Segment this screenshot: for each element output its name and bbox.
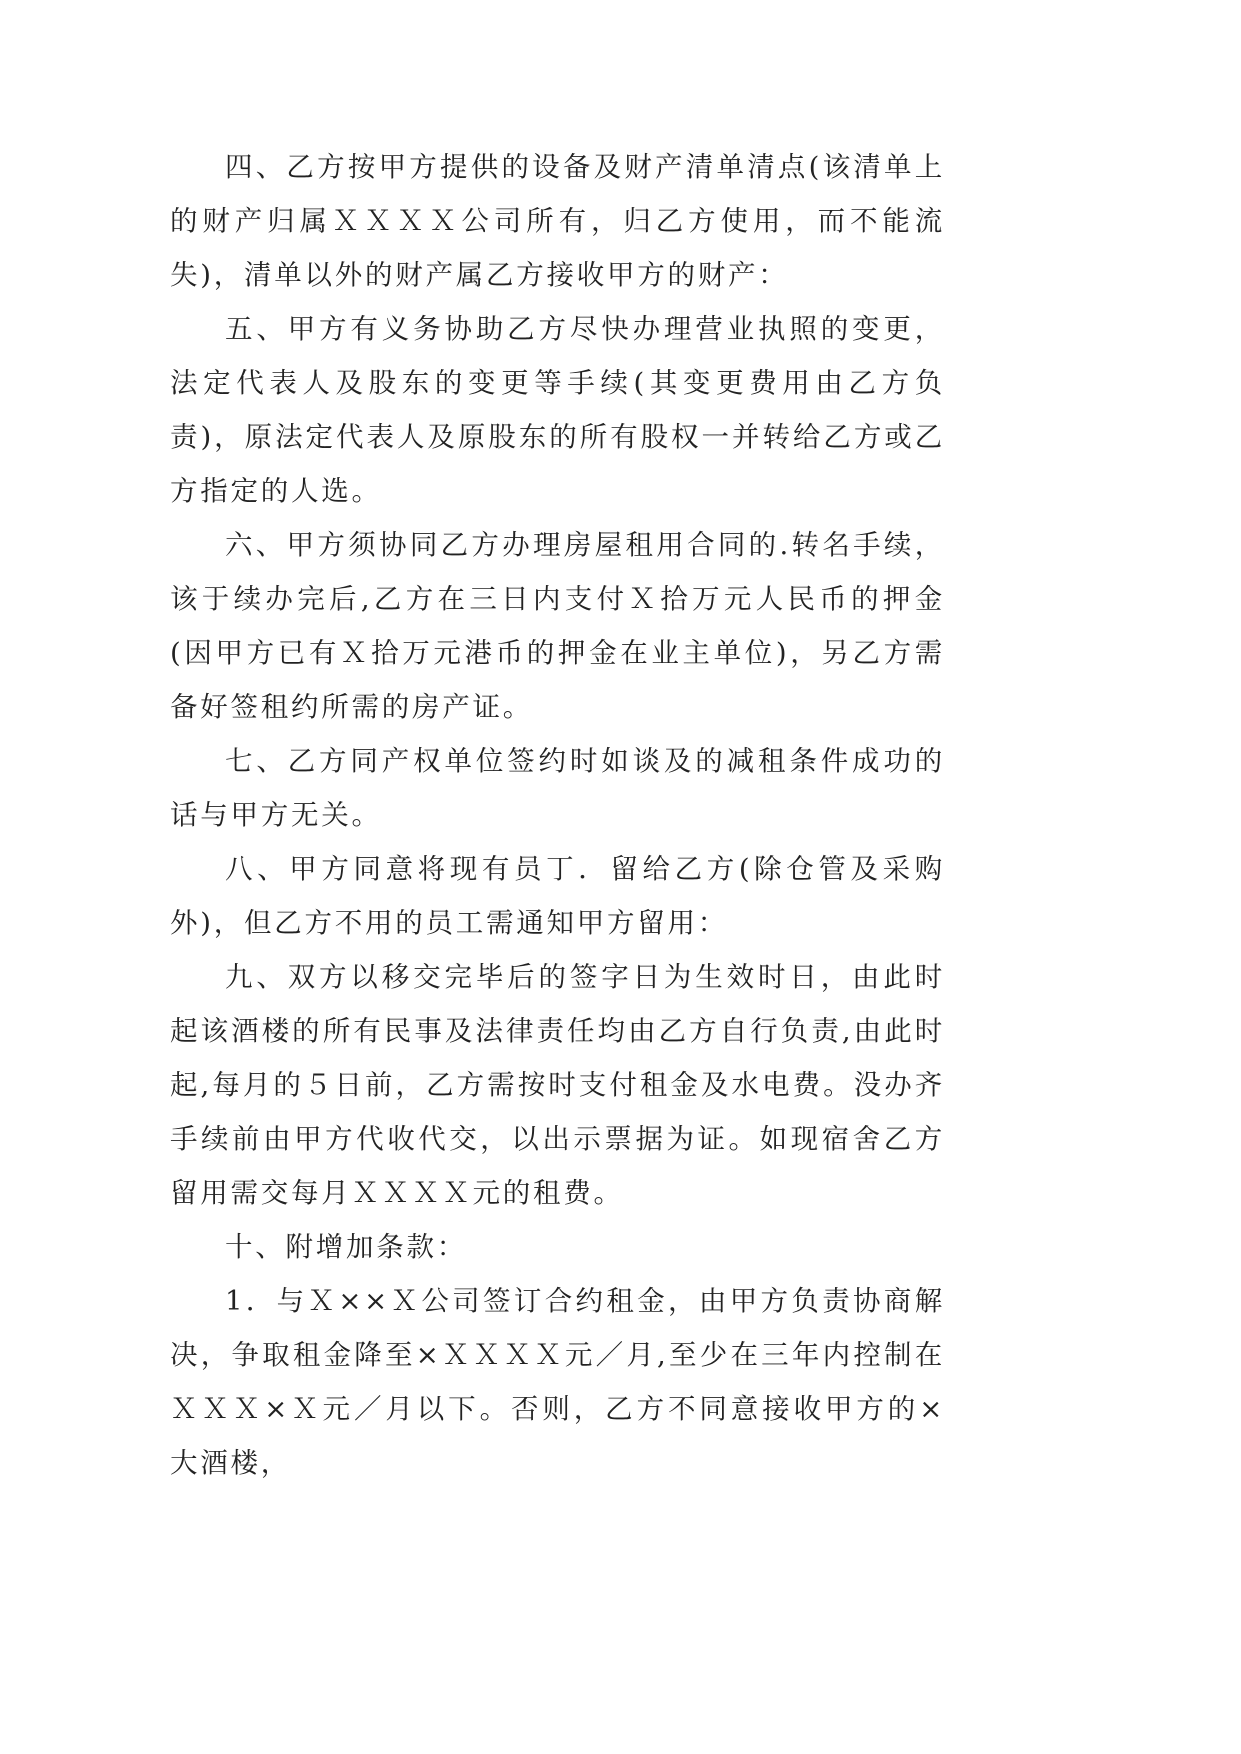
contract-body (170, 140, 945, 1490)
clause-4-paragraph: 四、乙方按甲方提供的设备及财产清单清点(该清单上的财产归属ＸＸＸＸ公司所有，归乙方使用，而不能流失)，清单以外的财产属乙方接收甲方的财产： (170, 151, 945, 291)
clause-6-paragraph: 六、甲方须协同乙方办理房屋租用合同的.转名手续，该于续办完后,乙方在三日内支付Ｘ拾万元人民币的押金(因甲方已有Ｘ拾万元港币的押金在业主单位)，另乙方需备好签租约所需的房产证。 (170, 529, 945, 723)
clause-10-item-1-paragraph: 1．与Ｘ××Ｘ公司签订合约租金，由甲方负责协商解决，争取租金降至×ＸＸＸＸ元／月,至少在三年内控制在ＸＸＸ×Ｘ元／月以下。否则，乙方不同意接收甲方的×大酒楼， (170, 1285, 945, 1479)
clause-8-paragraph: 八、甲方同意将现有员丁．留给乙方(除仓管及采购外)，但乙方不用的员工需通知甲方留用： (170, 853, 945, 939)
clause-10-heading: 十、附增加条款： (225, 1231, 467, 1263)
clause-5-paragraph: 五、甲方有义务协助乙方尽快办理营业执照的变更，法定代表人及股东的变更等手续(其变更费用由乙方负责)，原法定代表人及原股东的所有股权一并转给乙方或乙方指定的人选。 (170, 313, 945, 507)
clause-9-paragraph: 九、双方以移交完毕后的签字日为生效时日，由此时起该酒楼的所有民事及法律责任均由乙方自行负责,由此时起,每月的５日前，乙方需按时支付租金及水电费。没办齐手续前由甲方代收代交，以出示票据为证。如现宿舍乙方留用需交每月ＸＸＸＸ元的租费。 (170, 961, 945, 1209)
clause-7-paragraph: 七、乙方同产权单位签约时如谈及的减租条件成功的话与甲方无关。 (170, 745, 945, 831)
